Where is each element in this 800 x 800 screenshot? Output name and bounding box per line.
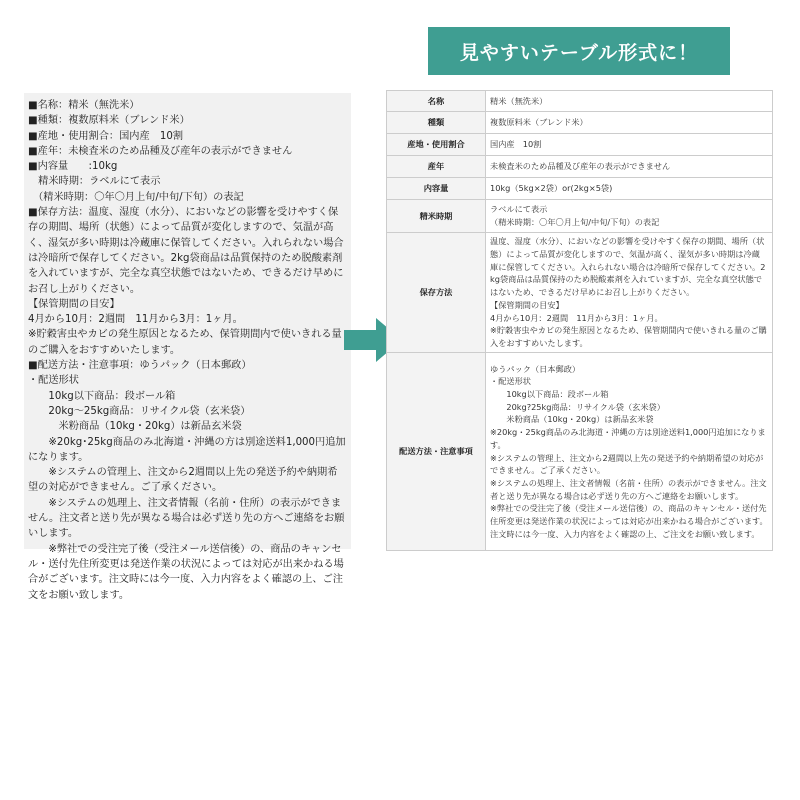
- text-line: 10kg以下商品：段ボール箱: [28, 390, 176, 402]
- row-label: 配送方法・注意事項: [387, 353, 486, 551]
- row-value: 精米（無洗米）: [486, 91, 773, 112]
- text-line: ※弊社での受注完了後（受注メール送信後）の、商品のキャンセル・送付先住所変更は発送作業の状況によっては対応が出来かねる場合がございます。注文時には今一度、入力内容をよく確認の上、ご注文をお願い致します。: [28, 543, 344, 601]
- plain-text-description: [24, 93, 351, 601]
- table-row: [387, 134, 773, 156]
- text-line: ■名称：精米（無洗米）: [28, 100, 140, 111]
- text-line: 精米時期：ラベルにて表示: [28, 176, 161, 188]
- row-value: ラベルにて表示 （精米時期：〇年〇月上旬/中旬/下旬）の表記: [486, 200, 773, 233]
- table-row: [387, 112, 773, 134]
- row-label: 保存方法: [387, 233, 486, 353]
- table-row: [387, 233, 773, 353]
- text-line: ■保存方法：温度、湿度（水分）、においなどの影響を受けやすく保存の期間、場所（状態）によって品質が変化しますので、気温が高く、湿気が多い時期は冷蔵庫に保管してください。入れられない場合は冷暗所で保存してください。2kg袋商品は品質保持のため脱酸素剤を入れていますが、完全な真空状態ではないため、できるだけ早めにお召し上がりください。: [28, 207, 344, 295]
- text-line: ■種類：複数原料米（ブレンド米）: [28, 115, 190, 127]
- table-row: [387, 156, 773, 178]
- row-label: 産年: [387, 156, 486, 178]
- row-value: 10kg（5kg×2袋）or(2kg×5袋): [486, 178, 773, 200]
- row-label: 名称: [387, 91, 486, 112]
- table-row: [387, 178, 773, 200]
- text-line: 4月から10月：2週間 11月から3月：1ヶ月。: [28, 314, 243, 326]
- text-line: 米粉商品（10kg・20kg）は新品玄米袋: [28, 421, 242, 433]
- table-row: [387, 353, 773, 551]
- text-line: ・配送形状: [28, 375, 79, 387]
- row-value: 温度、湿度（水分）、においなどの影響を受けやすく保存の期間、場所（状態）によって品質が変化しますので、気温が高く、湿気が多い時期は冷蔵庫に保管してください。入れられない場合は冷暗所で保存してください。2kg袋商品は品質保持のため脱酸素剤を入れていますが、完全な真空状態ではないため、できるだけ早めにお召し上がりください。 【保管期間の目安】 4月から10月：2週間 11月から3月：1ヶ月。 ※貯穀害虫やカビの発生原因となるため、保管期間内で使いきれる量のご購入をおすすめいたします。: [486, 233, 773, 353]
- row-value: ゆうパック（日本郵政） ・配送形状 10kg以下商品：段ボール箱 20kg?25kg商品：リサイクル袋（玄米袋） 米粉商品（10kg・20kg）は新品玄米袋 ※20kg・25kg商品のみ北海道・沖縄の方は別途送料1,000円追加になります。 ※システムの管理上、注文から2週間以上先の発送予約や納期希望の対応ができません。ご了承ください。 ※システムの処理上、注文者情報（名前・住所）の表示ができません。注文者と送り先が異なる場合は必ず送り先の方へご連絡をお願いします。 ※弊社での受注完了後（受注メール送信後）の、商品のキャンセル・送付先住所変更は発送作業の状況によっては対応が出来かねる場合がございます。注文時には今一度、入力内容をよく確認の上、ご注文をお願い致します。: [486, 353, 773, 551]
- table-row: [387, 91, 773, 112]
- headline-banner: 見やすいテーブル形式に！: [428, 27, 730, 75]
- text-line: 【保管期間の目安】: [28, 298, 120, 310]
- row-value: 国内産 10割: [486, 134, 773, 156]
- row-value: 複数原料米（ブレンド米）: [486, 112, 773, 134]
- row-label: 産地・使用割合: [387, 134, 486, 156]
- row-label: 精米時期: [387, 200, 486, 233]
- text-line: ■配送方法・注意事項：ゆうパック（日本郵政）: [28, 360, 252, 372]
- text-line: ※貯穀害虫やカビの発生原因となるため、保管期間内で使いきれる量のご購入をおすすめいたします。: [28, 329, 342, 356]
- row-label: 種類: [387, 112, 486, 134]
- table-row: [387, 200, 773, 233]
- text-line: ※システムの管理上、注文から2週間以上先の発送予約や納期希望の対応ができません。ご了承ください。: [28, 467, 338, 494]
- text-line: ■産年：未検査米のため品種及び産年の表示ができません: [28, 145, 293, 157]
- spec-table: [386, 90, 773, 551]
- text-line: ■内容量 :10kg: [28, 161, 118, 173]
- row-label: 内容量: [387, 178, 486, 200]
- text-line: ■産地・使用割合：国内産 10割: [28, 130, 184, 142]
- row-value: 未検査米のため品種及び産年の表示ができません: [486, 156, 773, 178]
- text-line: 20kg～25kg商品：リサイクル袋（玄米袋）: [28, 405, 251, 417]
- text-line: ※20kg･25kg商品のみ北海道・沖縄の方は別途送料1,000円追加になります。: [28, 436, 346, 463]
- text-line: ※システムの処理上、注文者情報（名前・住所）の表示ができません。注文者と送り先が異なる場合は必ず送り先の方へご連絡をお願いします。: [28, 497, 345, 540]
- text-line: （精米時期：〇年〇月上旬/中旬/下旬）の表記: [28, 191, 244, 203]
